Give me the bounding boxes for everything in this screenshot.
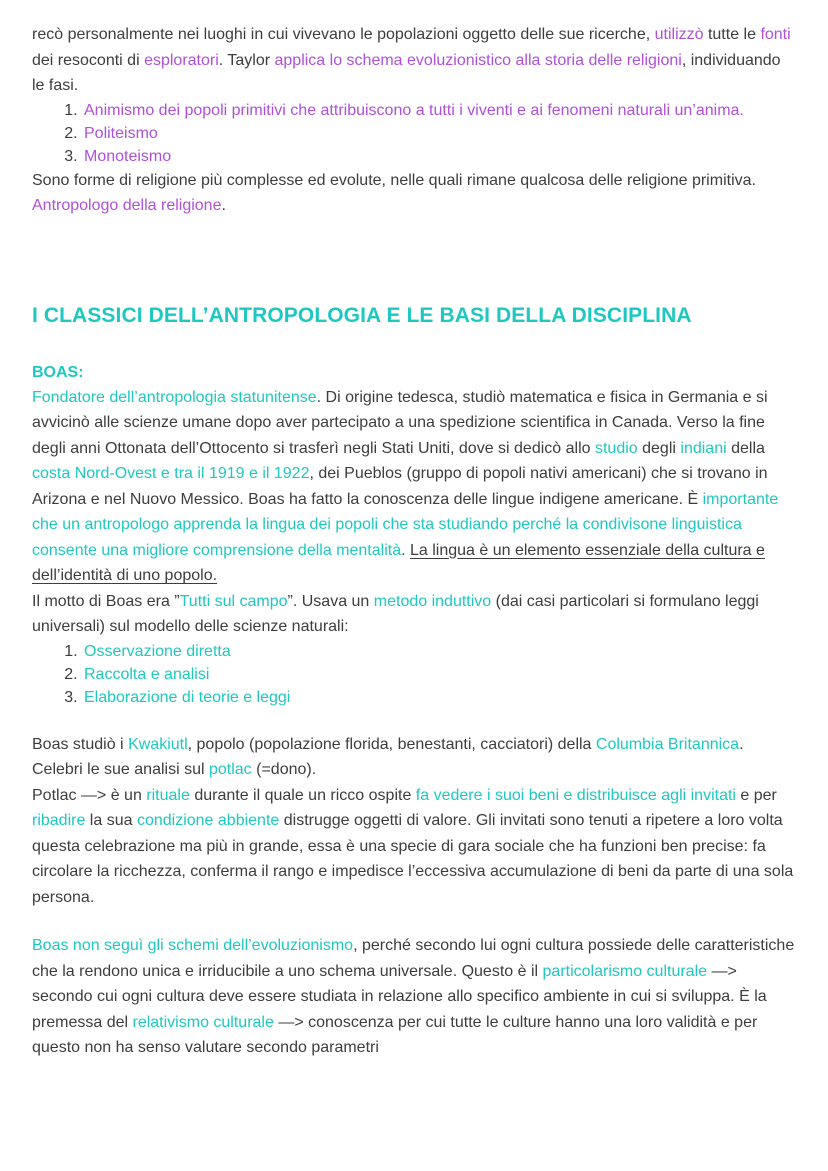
highlighted-text: Kwakiutl <box>128 735 188 753</box>
text-run: e per <box>735 786 777 804</box>
text-run: Boas studiò i <box>32 735 129 753</box>
text-run: . <box>401 541 410 559</box>
intro-paragraph-2 <box>32 168 796 219</box>
section-title: I CLASSICI DELL’ANTROPOLOGIA E LE BASI DELLA DISCIPLINA <box>32 303 692 327</box>
text-run: della <box>726 439 765 457</box>
list-item: 3. Monoteismo <box>82 145 796 168</box>
highlighted-text: potlac <box>208 761 252 778</box>
highlighted-text: particolarismo culturale <box>542 962 708 980</box>
highlighted-text: rituale <box>146 786 190 804</box>
intro-paragraph-1 <box>32 22 796 99</box>
highlighted-text: ribadire <box>32 812 86 829</box>
text-run: . Taylor <box>218 51 275 69</box>
text-run: . <box>221 197 226 214</box>
highlighted-text: Fondatore dell’antropologia statunitense <box>32 388 317 406</box>
list-item: 1. Osservazione diretta <box>82 640 796 663</box>
text-run: , dei Pueblos (gruppo di popoli nativi americani) che si trovano in Arizona e nel Nuovo Messico. Boas ha fatto la conoscenza delle lingue indigene americane. È <box>32 465 768 508</box>
list-item: 3. Elaborazione di teorie e leggi <box>82 686 796 709</box>
text-run: recò personalmente nei luoghi in cui vivevano le popolazioni oggetto delle sue ricerche, <box>32 26 655 43</box>
boas-paragraph-1 <box>32 385 796 589</box>
text-run: ”. Usava un <box>287 592 374 610</box>
text-run: Sono forme di religione più complesse ed evolute, nelle quali rimane qualcosa delle religione primitiva. <box>32 171 756 189</box>
highlighted-text: utilizzò <box>654 26 704 43</box>
text-run: dei resoconti di <box>32 51 145 69</box>
boas-subtitle: BOAS: <box>32 363 84 381</box>
text-run: , individuando le fasi. <box>32 51 781 94</box>
highlighted-text: condizione abbiente <box>136 812 280 829</box>
highlighted-text: fa vedere i suoi beni e distribuisce agli invitati <box>415 786 736 804</box>
text-run: Il motto di Boas era ” <box>32 592 180 610</box>
text-run: . Celebri le sue analisi sul <box>32 735 744 778</box>
text-run: —> secondo cui ogni cultura deve essere studiata in relazione allo specifico ambiente in cui si sviluppa. È la premessa del <box>32 962 767 1031</box>
text-run: tutte le <box>703 26 761 43</box>
highlighted-text: applica lo schema evoluzionistico alla storia delle religioni <box>274 51 682 69</box>
text-run: degli <box>637 439 681 457</box>
highlighted-text: Boas non seguì gli schemi dell’evoluzionismo <box>32 937 354 954</box>
potlac-paragraph <box>32 783 796 911</box>
highlighted-text: Antropologo della religione <box>32 197 222 214</box>
text-run: , popolo (popolazione florida, benestanti, cacciatori) della <box>187 735 596 753</box>
particolarismo-paragraph <box>32 933 796 1061</box>
highlighted-text: metodo induttivo <box>373 592 492 610</box>
text-run: (dai casi particolari si formulano leggi universali) sul modello delle scienze naturali: <box>32 592 759 635</box>
boas-paragraph-3 <box>32 732 796 783</box>
text-run: —> conoscenza per cui tutte le culture hanno una loro validità e per questo non ha senso valutare secondo parametri <box>32 1013 758 1056</box>
highlighted-text: studio <box>594 439 638 457</box>
highlighted-text: esploratori <box>144 51 219 69</box>
highlighted-text: fonti <box>760 26 791 43</box>
boas-paragraph-2 <box>32 589 796 640</box>
highlighted-text: costa Nord-Ovest e tra il 1919 e il 1922 <box>32 465 310 482</box>
text-run: Potlac —> è un <box>32 786 147 804</box>
text-run: . Di origine tedesca, studiò matematica e fisica in Germania e si avvicinò alle scienze umane dopo aver partecipato a una spedizione scientifica in Canada. Verso la fine degli anni Ottonata dell’Ottocento si trasferì negli Stati Uniti, dove si dedicò allo <box>32 388 768 457</box>
list-item: 2. Raccolta e analisi <box>82 663 796 686</box>
highlighted-text: relativismo culturale <box>132 1013 274 1031</box>
text-run: distrugge oggetti di valore. Gli invitati sono tenuti a ripetere a loro volta questa celebrazione ma più in grande, essa è una specie di gara sociale che ha funzioni ben precise: fa circolare la ricchezza, conferma il rango e impedisce l’eccessiva accumulazione di beni da parte di una sola persona. <box>32 812 794 906</box>
religion-phases-list <box>32 99 796 168</box>
highlighted-text: Columbia Britannica <box>595 735 740 753</box>
text-run: (=dono). <box>251 761 317 778</box>
list-item: 2. Politeismo <box>82 122 796 145</box>
text-run: la sua <box>85 812 137 829</box>
underlined-text: La lingua è un elemento essenziale della cultura e dell’identità di uno popolo. <box>32 541 765 584</box>
highlighted-text: importante che un antropologo apprenda la lingua dei popoli che sta studiando perché la condivisone linguistica consente una migliore comprensione della mentalità <box>32 490 779 559</box>
text-run: durante il quale un ricco ospite <box>189 786 416 804</box>
method-steps-list <box>32 640 796 709</box>
highlighted-text: Tutti sul campo <box>179 592 288 610</box>
highlighted-text: indiani <box>680 439 727 457</box>
list-item: 1. Animismo dei popoli primitivi che attribuiscono a tutti i viventi e ai fenomeni naturali un’anima. <box>82 99 796 122</box>
text-run: , perché secondo lui ogni cultura possiede delle caratteristiche che la rendono unica e irriducibile a uno schema universale. Questo è il <box>32 937 795 980</box>
